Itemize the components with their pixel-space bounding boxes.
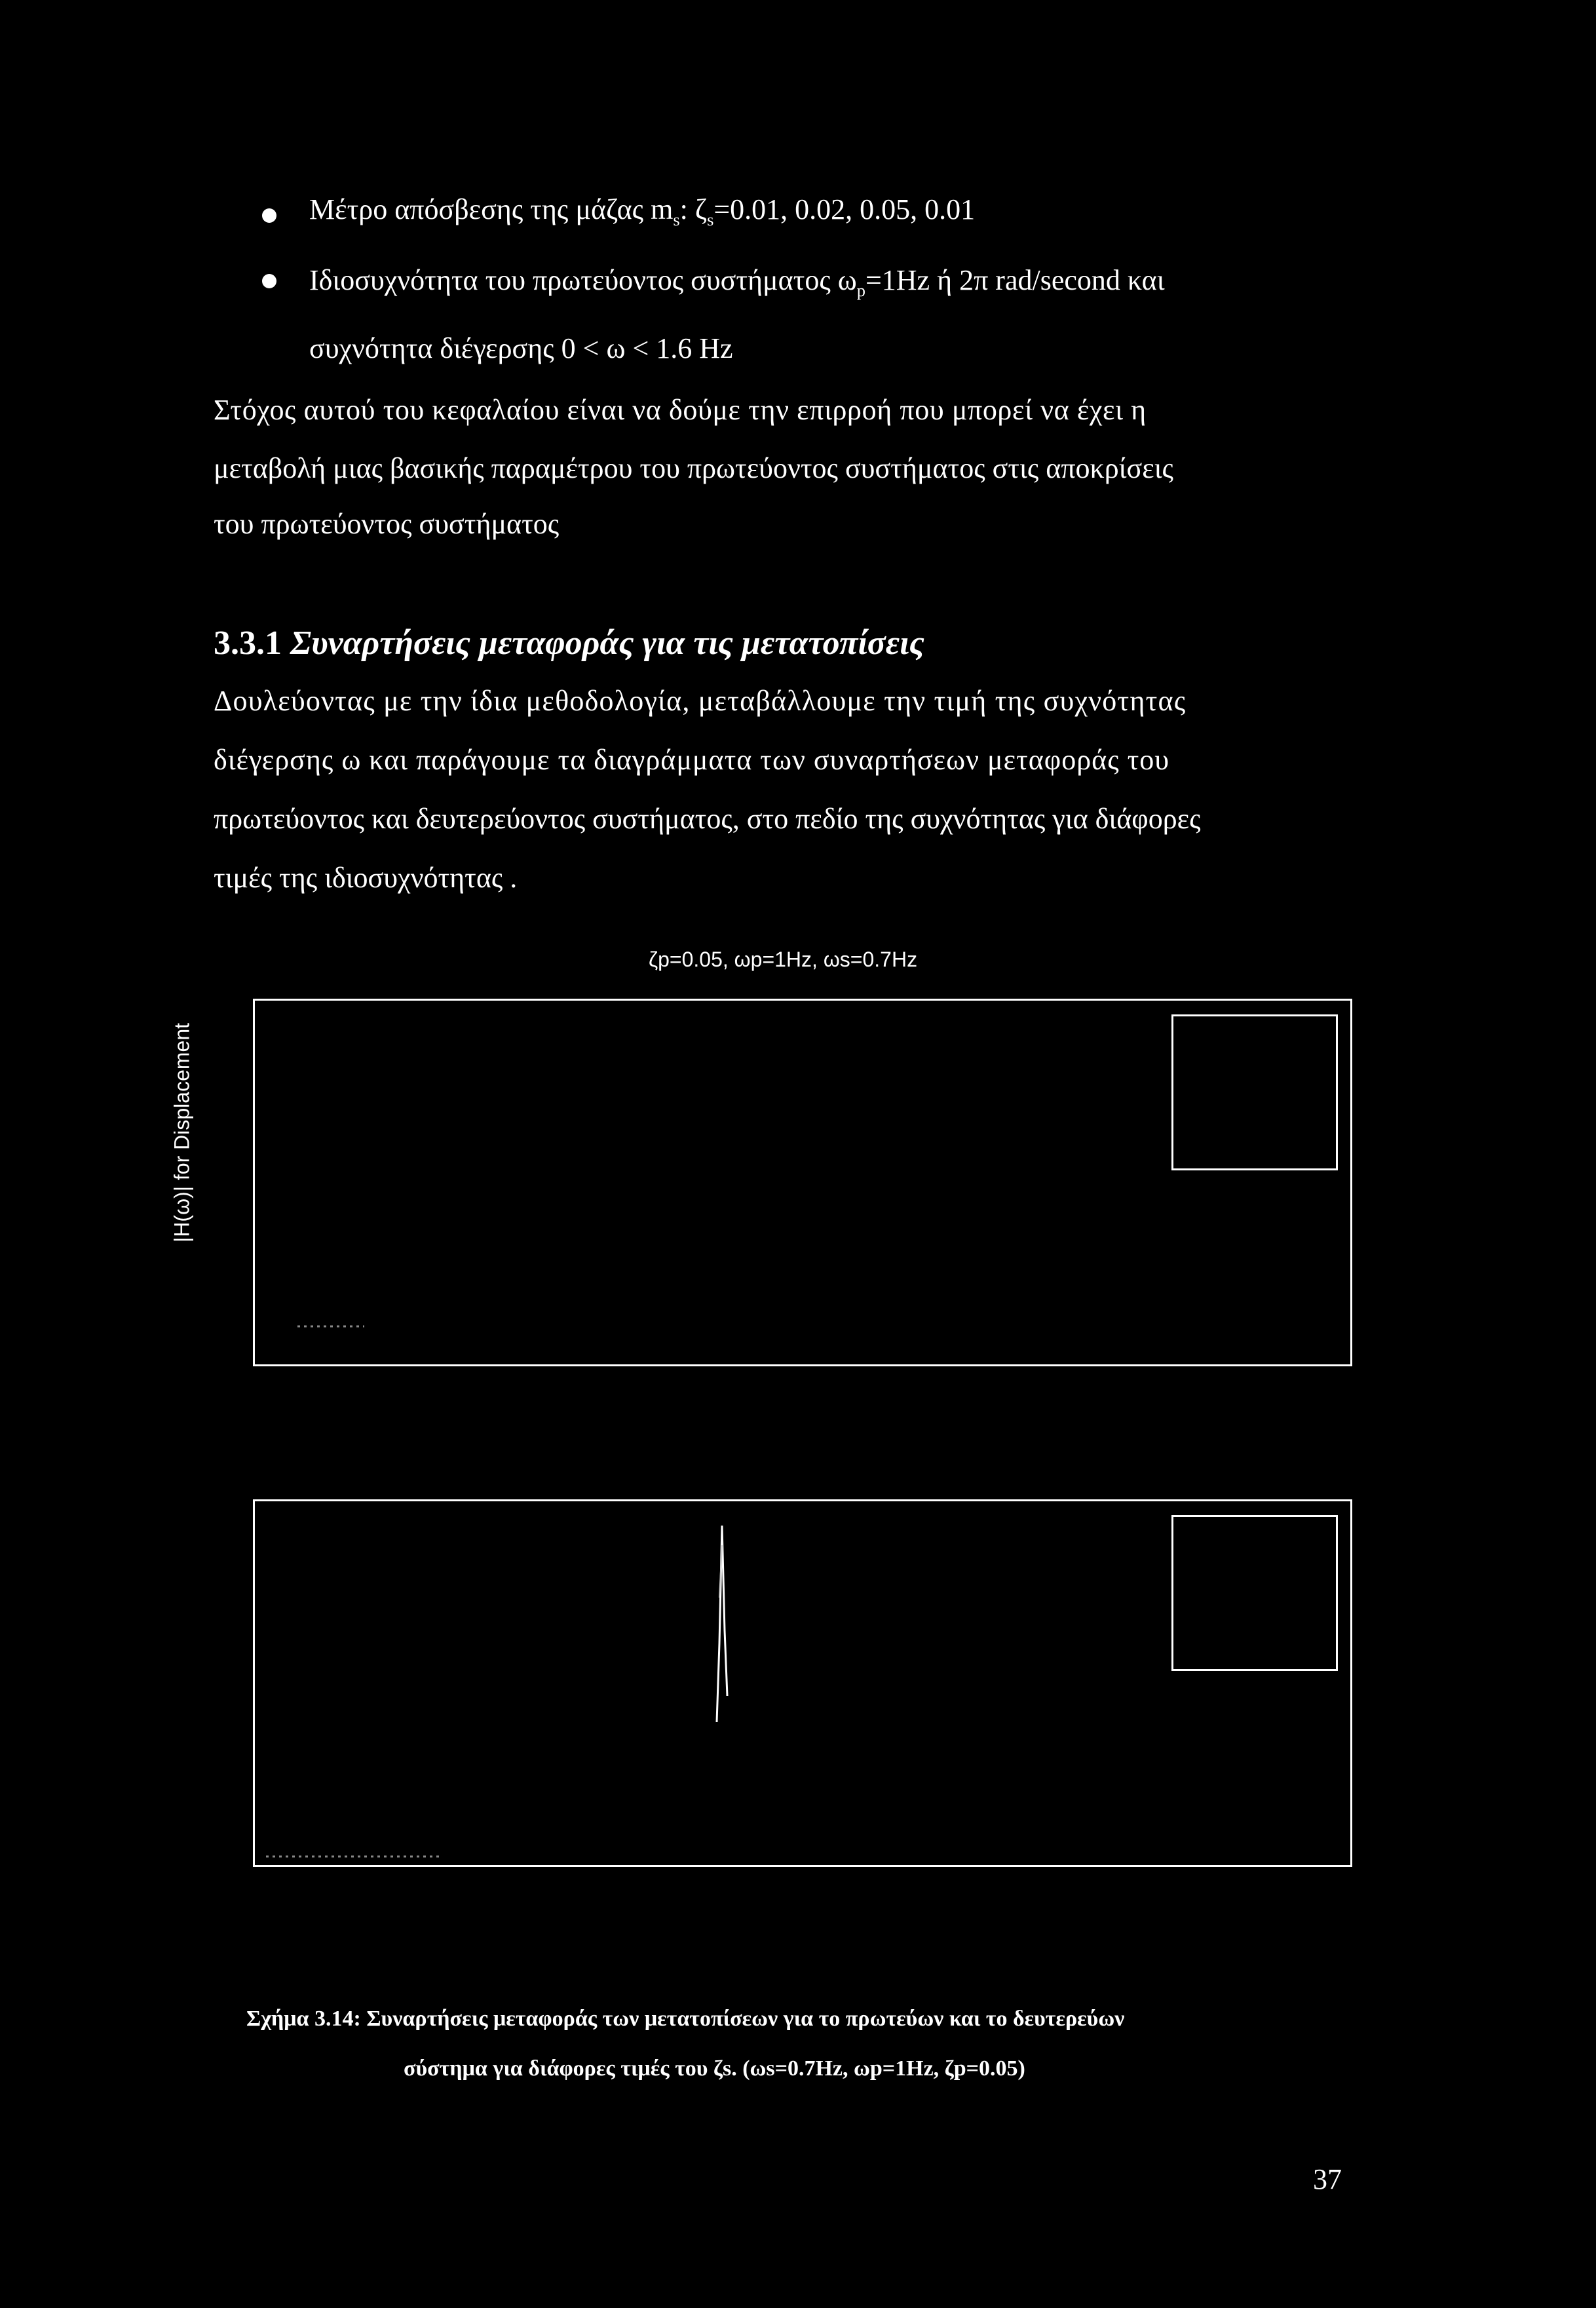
paragraph-line: Δουλεύοντας με την ίδια μεθοδολογία, μεταβάλλουμε την τιμή της συχνότητας [214, 685, 1187, 717]
paragraph-line: τιμές της ιδιοσυχνότητας . [214, 862, 518, 894]
paragraph-line: του πρωτεύοντος συστήματος [214, 508, 560, 540]
paragraph-line: μεταβολή μιας βασικής παραμέτρου του πρωτεύοντος συστήματος στις αποκρίσεις [214, 452, 1173, 484]
page-number: 37 [1313, 2163, 1342, 2195]
section-heading: 3.3.1 Συναρτήσεις μεταφοράς για τις μετατοπίσεις [214, 625, 924, 662]
figure-caption-line1: Σχήμα 3.14: Συναρτήσεις μεταφοράς των μετατοπίσεων για το πρωτεύων και το δευτερεύων [246, 2007, 1125, 2031]
chart-1-plot [253, 999, 1352, 1366]
paragraph-line: Στόχος αυτού του κεφαλαίου είναι να δούμε την επιρροή που μπορεί να έχει η [214, 394, 1147, 426]
paragraph-line: διέγερσης ω και παράγουμε τα διαγράμματα των συναρτήσεων μεταφοράς του [214, 744, 1170, 776]
bullet-dot [262, 274, 276, 288]
figure-caption-line2: σύστημα για διάφορες τιμές του ζs. (ωs=0.7Hz, ωp=1Hz, ζp=0.05) [404, 2056, 1025, 2081]
bullet-item-damping: Μέτρο απόσβεσης της μάζας $m_s$: $\zeta_s=0.01$, 0.02, 0.05, 0.01 [309, 193, 976, 229]
paragraph-line: πρωτεύοντος και δευτερεύοντος συστήματος, στο πεδίο της συχνότητας για διάφορες [214, 803, 1201, 835]
bullet-dot [262, 208, 276, 223]
bullet-item-frequency: Ιδιοσυχνότητα του πρωτεύοντος συστήματος $\omega_p=1Hz$ ή 2π rad/second και [309, 264, 1165, 300]
chart-2-plot [253, 1499, 1352, 1867]
bullet-item-continuation: συχνότητα διέγερσης 0 < ω < 1.6 Hz [309, 332, 733, 364]
chart-title: ζp=0.05, ωp=1Hz, ωs=0.7Hz [649, 948, 918, 971]
